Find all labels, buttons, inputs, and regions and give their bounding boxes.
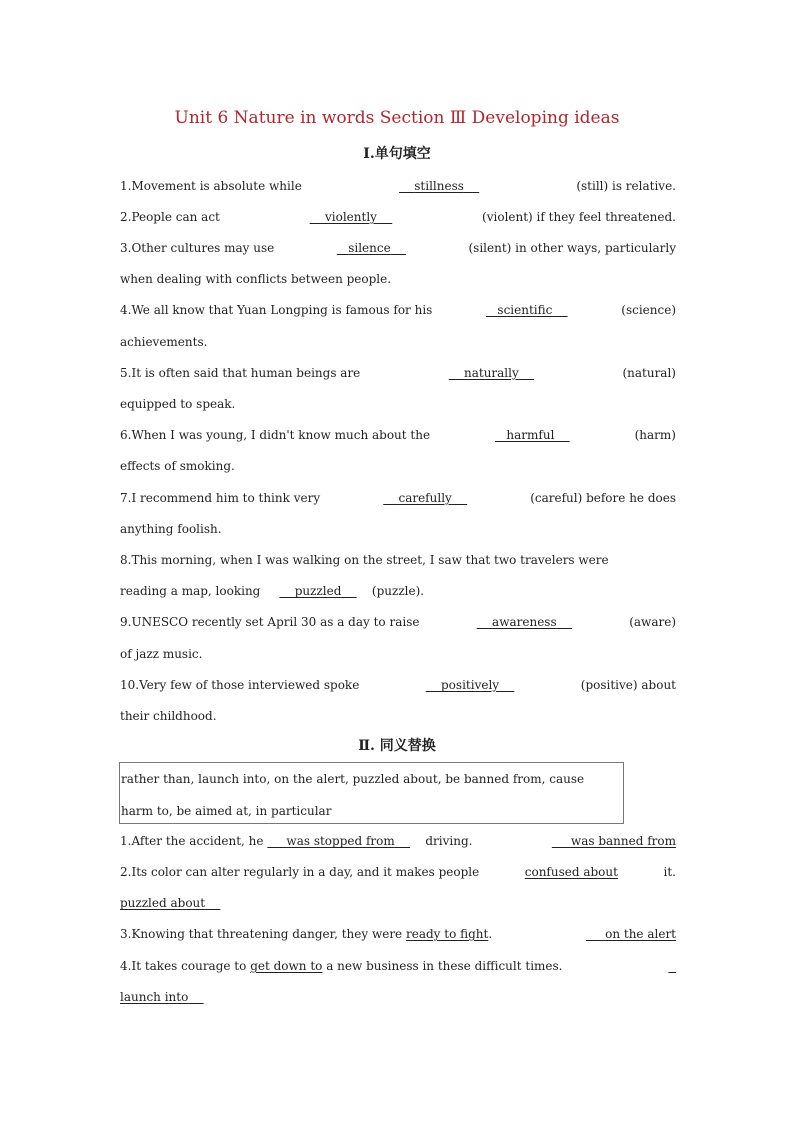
question-hint: (still) is relative. (576, 179, 676, 193)
question-text: 2.People can act (120, 210, 220, 224)
question-7-cont: anything foolish. (120, 522, 222, 536)
question-hint: (positive) about (580, 678, 676, 692)
question-hint: (puzzle). (371, 584, 425, 598)
answer-blank: puzzled about (120, 896, 206, 910)
answer-blank: carefully (398, 491, 452, 505)
question-4-cont: achievements. (120, 335, 208, 349)
question-hint: (violent) if they feel threatened. (482, 210, 676, 224)
question-text: 8.This morning, when I was walking on the street, I saw that two travelers were (120, 553, 609, 567)
section-heading-synonym: Ⅱ. 同义替换 (358, 738, 436, 754)
question-text: 9.UNESCO recently set April 30 as a day to raise (120, 615, 420, 629)
question-5-cont: equipped to speak. (120, 397, 236, 411)
answer-blank: puzzled (294, 584, 342, 598)
question-text: 4.It takes courage to (120, 959, 247, 973)
target-phrase: get down to (250, 959, 323, 973)
question-text: 7.I recommend him to think very (120, 491, 321, 505)
question-9-cont: of jazz music. (120, 647, 203, 661)
question-8-cont (120, 583, 676, 599)
question-3-cont: when dealing with conflicts between people. (120, 272, 392, 286)
answer-blank: awareness (492, 615, 557, 629)
question-text: 2.Its color can alter regularly in a day, and it makes people (120, 865, 480, 879)
answer-blank: scientific (497, 303, 553, 317)
answer-blank: silence (348, 241, 391, 255)
answer-blank: violently (324, 210, 377, 224)
section-heading-fill-in: Ⅰ.单句填空 (363, 146, 431, 162)
word-bank-line: harm to, be aimed at, in particular (121, 804, 332, 818)
synonym-question-2-answer (120, 895, 676, 911)
target-phrase: ready to fight (405, 927, 489, 941)
question-hint: (aware) (629, 615, 676, 629)
question-10-cont: their childhood. (120, 709, 217, 723)
answer-blank: launch into (120, 990, 189, 1004)
answer-blank: on the alert (605, 927, 676, 941)
answer-blank (668, 958, 676, 974)
question-text: 1.Movement is absolute while (120, 179, 302, 193)
synonym-question-3: 3.Knowing that threatening danger, they were ready to fight. on the alert (120, 927, 676, 941)
question-text: 5.It is often said that human beings are (120, 366, 361, 380)
page-title: Unit 6 Nature in words Section Ⅲ Developing ideas (174, 108, 620, 128)
question-text: 3.Other cultures may use (120, 241, 275, 255)
question-7 (120, 490, 676, 506)
question-hint: (harm) (634, 428, 676, 442)
answer-blank: was stopped from (286, 834, 395, 848)
answer-blank: naturally (463, 366, 519, 380)
question-2 (120, 209, 676, 225)
word-bank-box (119, 762, 624, 824)
answer-blank: positively (441, 678, 500, 692)
question-6-cont: effects of smoking. (120, 459, 235, 473)
question-text: 10.Very few of those interviewed spoke (120, 678, 360, 692)
question-hint: (science) (621, 303, 676, 317)
synonym-question-4: 4.It takes courage to get down to a new business in these difficult times. (120, 958, 676, 974)
question-3 (120, 240, 676, 256)
synonym-question-1: 1.After the accident, he was stopped from driving. was banned from (120, 834, 676, 848)
target-phrase: confused about (524, 865, 618, 879)
question-hint: (careful) before he does (530, 491, 676, 505)
question-text: 3.Knowing that threatening danger, they were (120, 927, 403, 941)
word-bank-line: rather than, launch into, on the alert, puzzled about, be banned from, cause (121, 772, 585, 786)
question-hint: (natural) (622, 366, 676, 380)
question-10 (120, 677, 676, 693)
question-text: 1.After the accident, he (120, 834, 264, 848)
answer-blank: harmful (506, 428, 555, 442)
question-8 (120, 552, 676, 568)
question-4 (120, 302, 676, 318)
question-text: 4.We all know that Yuan Longping is famous for his (120, 303, 433, 317)
question-text: 6.When I was young, I didn't know much about the (120, 428, 431, 442)
synonym-question-4-answer (120, 989, 676, 1005)
synonym-question-2: 2.Its color can alter regularly in a day, and it makes people confused about it. (120, 865, 676, 879)
question-text: reading a map, looking (120, 584, 261, 598)
answer-blank: stillness (414, 179, 464, 193)
answer-blank: was banned from (570, 834, 676, 848)
question-6 (120, 427, 676, 443)
question-9 (120, 614, 676, 630)
question-5 (120, 365, 676, 381)
question-hint: (silent) in other ways, particularly (468, 241, 676, 255)
question-1 (120, 178, 676, 194)
